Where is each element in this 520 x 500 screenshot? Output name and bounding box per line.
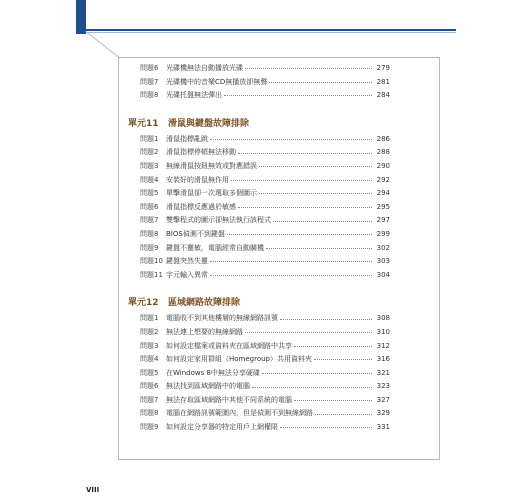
toc-entry[interactable]: [128, 214, 390, 228]
toc-entry[interactable]: [128, 340, 390, 354]
entry-number: 問題7: [140, 77, 159, 86]
entry-number: 問題6: [140, 202, 159, 211]
header-rule-thin: [86, 32, 456, 33]
toc-entry[interactable]: [128, 146, 390, 160]
entry-title: 如何設定家用群組（Homegroup）共用資料夾: [166, 355, 313, 364]
entry-title: 雙擊程式的圖示卻無法執行該程式: [166, 216, 271, 225]
toc-entry[interactable]: [128, 353, 390, 367]
unit-heading: [128, 295, 390, 309]
units-list: [128, 116, 390, 435]
toc-entry[interactable]: [128, 76, 390, 90]
dot-leader: [238, 207, 372, 208]
toc-entry[interactable]: [128, 89, 390, 103]
entry-page: 281: [376, 77, 390, 86]
entry-page: 308: [376, 314, 390, 323]
entry-number: 問題2: [140, 327, 159, 336]
page-number: VIII: [86, 486, 100, 494]
entry-page: 294: [376, 189, 390, 198]
entry-title: 電腦收不到其他樓層的無線網路訊號: [166, 314, 278, 323]
entry-number: 問題2: [140, 148, 159, 157]
entry-number: 問題5: [140, 189, 159, 198]
entry-page: 312: [376, 341, 390, 350]
dot-leader: [294, 400, 372, 401]
toc-entry[interactable]: [128, 380, 390, 394]
entry-page: 329: [376, 409, 390, 418]
entry-number: 問題4: [140, 355, 159, 364]
entry-page: 295: [376, 202, 390, 211]
entry-title: 安裝好的滑鼠無作用: [166, 175, 229, 184]
entry-title: 在Windows 8中無法分享硬碟: [166, 368, 260, 377]
unit-title: 區域網路故障排除: [168, 298, 241, 309]
entry-number: 問題8: [140, 409, 159, 418]
entry-number: 問題1: [140, 314, 159, 323]
dot-leader: [314, 359, 372, 360]
dot-leader: [266, 248, 372, 249]
entry-title: 單擊滑鼠卻一次選取多個圖示: [166, 189, 257, 198]
toc-entry[interactable]: [128, 394, 390, 408]
toc-entry[interactable]: [128, 228, 390, 242]
entry-number: 問題7: [140, 216, 159, 225]
dot-leader: [294, 346, 372, 347]
entry-page: 302: [376, 243, 390, 252]
entry-title: 光碟機無法自動播放光碟: [166, 64, 243, 72]
entry-number: 問題5: [140, 368, 159, 377]
dot-leader: [273, 221, 372, 222]
dot-leader: [210, 139, 372, 140]
toc-entry[interactable]: [128, 407, 390, 421]
entry-title: BIOS偵測不到鍵盤: [166, 229, 225, 238]
dot-leader: [224, 95, 372, 96]
entry-number: 問題11: [140, 270, 163, 279]
entry-title: 光碟托盤無法彈出: [166, 91, 222, 100]
entry-number: 問題10: [140, 257, 163, 266]
toc-entry[interactable]: [128, 312, 390, 326]
toc-entry[interactable]: [128, 367, 390, 381]
unit-heading: [128, 116, 390, 130]
entry-page: 286: [376, 134, 390, 143]
entry-number: 問題8: [140, 229, 159, 238]
dot-leader: [269, 82, 372, 83]
frame-diagonal: [85, 31, 119, 58]
intro-list: [128, 62, 390, 103]
entry-title: 光碟機中的音樂CD無播放卻無聲: [166, 77, 268, 86]
toc-entry[interactable]: [128, 160, 390, 174]
entry-title: 滑鼠指標停頓無法移動: [166, 148, 236, 157]
entry-title: 無法找到區域網路中的電腦: [166, 382, 250, 391]
dot-leader: [280, 319, 372, 320]
dot-leader: [259, 166, 372, 167]
entry-number: 問題7: [140, 395, 159, 404]
dot-leader: [315, 414, 372, 415]
dot-leader: [252, 387, 372, 388]
entry-number: 問題9: [140, 423, 159, 432]
header-rule: [86, 29, 456, 31]
entry-page: 284: [376, 91, 390, 100]
toc-entry[interactable]: [128, 187, 390, 201]
table-of-contents: [128, 62, 390, 435]
entry-page: 310: [376, 327, 390, 336]
entry-page: 290: [376, 161, 390, 170]
entry-number: 問題6: [140, 382, 159, 391]
dot-leader: [280, 427, 372, 428]
entry-title: 無法連上想要的無線網路: [166, 327, 243, 336]
unit-title: 滑鼠與鍵盤故障排除: [168, 118, 250, 129]
entry-page: 288: [376, 148, 390, 157]
entry-page: 299: [376, 229, 390, 238]
entry-title: 字元輸入異常: [166, 270, 208, 279]
toc-entry[interactable]: [128, 421, 390, 435]
toc-entry[interactable]: [128, 174, 390, 188]
dot-leader: [262, 373, 372, 374]
entry-page: 331: [376, 423, 390, 432]
toc-entry[interactable]: [128, 242, 390, 256]
toc-entry[interactable]: [128, 201, 390, 215]
entry-title: 滑鼠指標亂跳: [166, 134, 208, 143]
entry-title: 電腦在網路訊號範圍內，但是偵測不到無線網路: [166, 409, 313, 418]
toc-entry[interactable]: [128, 62, 390, 76]
entry-number: 問題6: [140, 64, 159, 72]
entry-page: 321: [376, 368, 390, 377]
unit-label: 單元12: [128, 298, 159, 309]
entry-title: 無線滑鼠按鈕無效或對應錯誤: [166, 161, 257, 170]
dot-leader: [238, 153, 372, 154]
corner-accent-bar: [76, 0, 86, 34]
toc-entry[interactable]: [128, 133, 390, 147]
unit-label: 單元11: [128, 118, 159, 129]
entry-page: 303: [376, 257, 390, 266]
entry-number: 問題1: [140, 134, 159, 143]
dot-leader: [259, 193, 372, 194]
dot-leader: [210, 275, 372, 276]
dot-leader: [231, 180, 372, 181]
toc-entry[interactable]: [128, 255, 390, 269]
entry-title: 如何設定分享器的特定用戶上網權限: [166, 423, 278, 432]
entry-title: 如何設定檔案或資料夾在區域網路中共享: [166, 341, 292, 350]
entry-page: 297: [376, 216, 390, 225]
entry-number: 問題8: [140, 91, 159, 100]
entry-number: 問題4: [140, 175, 159, 184]
entry-page: 327: [376, 395, 390, 404]
entry-number: 問題3: [140, 161, 159, 170]
toc-entry[interactable]: [128, 269, 390, 283]
dot-leader: [210, 261, 372, 262]
entry-title: 鍵盤突然失靈: [166, 257, 208, 266]
entry-page: 316: [376, 355, 390, 364]
entry-page: 304: [376, 270, 390, 279]
dot-leader: [245, 332, 372, 333]
toc-entry[interactable]: [128, 326, 390, 340]
entry-title: 鍵盤不靈敏，電腦經常自動關機: [166, 243, 264, 252]
dot-leader: [227, 234, 372, 235]
entry-page: 279: [376, 64, 390, 72]
entry-title: 滑鼠指標反應過於敏感: [166, 202, 236, 211]
entry-title: 無法存取區域網路中其他不同系統的電腦: [166, 395, 292, 404]
entry-page: 292: [376, 175, 390, 184]
entry-page: 323: [376, 382, 390, 391]
dot-leader: [245, 68, 372, 69]
entry-number: 問題9: [140, 243, 159, 252]
entry-number: 問題3: [140, 341, 159, 350]
